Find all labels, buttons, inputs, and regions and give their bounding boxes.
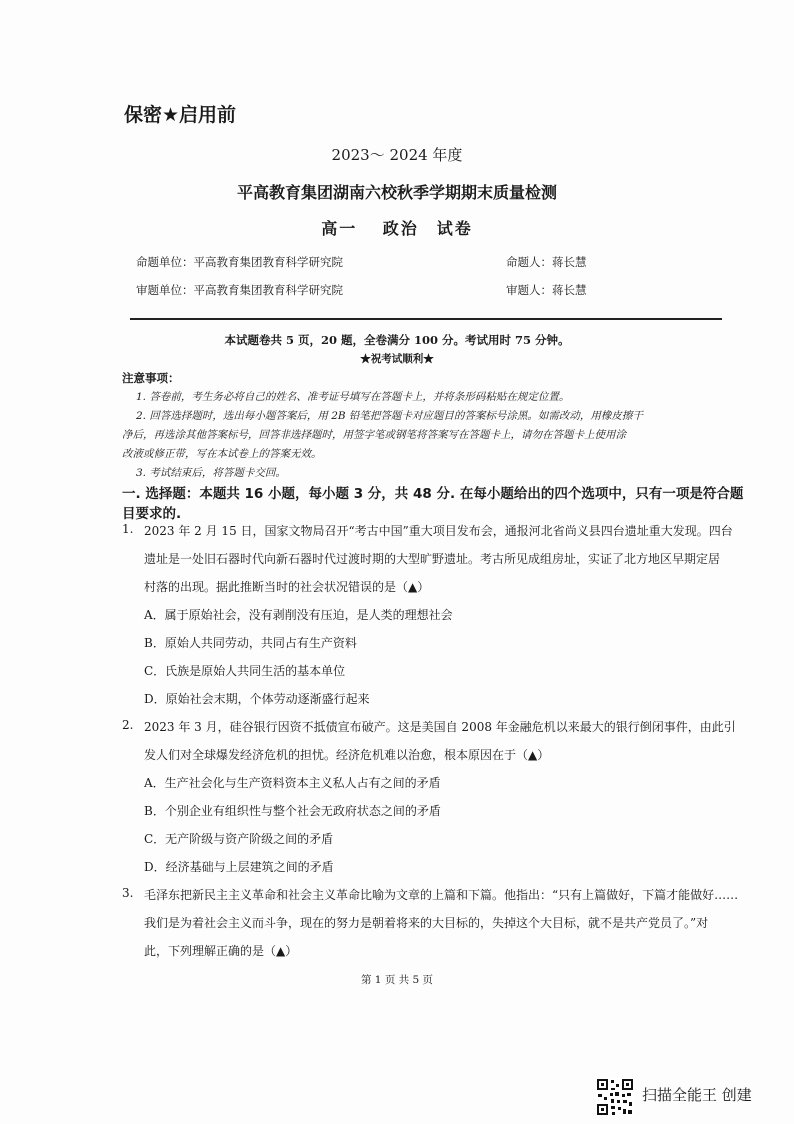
option-d: D．经济基础与上层建筑之间的矛盾 bbox=[144, 860, 334, 874]
notice-item: 1. 答卷前，考生务必将自己的姓名、准考证号填写在答题卡上，并将条形码粘贴在规定位置。 bbox=[136, 391, 570, 403]
notice-item: 3. 考试结束后，将答题卡交回。 bbox=[136, 467, 286, 479]
header-divider bbox=[130, 318, 722, 320]
qr-code-icon bbox=[596, 1078, 634, 1116]
question-number: 3. bbox=[122, 886, 134, 900]
exam-subject: 高一 政治 试卷 bbox=[321, 219, 473, 238]
exam-summary: 本试题卷共 5 页，20 题，全卷满分 100 分。考试用时 75 分钟。 bbox=[224, 333, 570, 347]
notice-item: 改液或修正带，写在本试卷上的答案无效。 bbox=[122, 448, 322, 460]
author-name: 命题人：蒋长慧 bbox=[506, 255, 587, 269]
exam-title: 平高教育集团湖南六校秋季学期期末质量检测 bbox=[236, 183, 557, 202]
question-text: 此，下列理解正确的是（▲） bbox=[144, 944, 298, 958]
page-footer: 第 1 页 共 5 页 bbox=[360, 974, 434, 986]
option-b: B．原始人共同劳动，共同占有生产资料 bbox=[144, 636, 357, 650]
notice-item: 净后，再选涂其他答案标号，回答非选择题时，用签字笔或钢笔将答案写在答题卡上，请勿在答题卡上使用涂 bbox=[122, 429, 626, 441]
question-text: 遗址是一处旧石器时代向新石器时代过渡时期的大型旷野遗址。考古所见成组房址，实证了北方地区早期定居 bbox=[144, 552, 721, 566]
section-heading-cont: 目要求的. bbox=[122, 506, 182, 522]
option-a: A．属于原始社会，没有剥削没有压迫，是人类的理想社会 bbox=[144, 608, 453, 622]
option-c: C．氏族是原始人共同生活的基本单位 bbox=[144, 664, 346, 678]
question-number: 2. bbox=[122, 718, 134, 732]
notice-title: 注意事项： bbox=[122, 371, 180, 385]
question-number: 1. bbox=[122, 522, 134, 536]
author-unit: 命题单位：平高教育集团教育科学研究院 bbox=[136, 255, 343, 269]
scanner-watermark: 扫描全能王 创建 bbox=[642, 1086, 752, 1104]
exam-year: 2023～ 2024 年度 bbox=[331, 146, 463, 164]
option-d: D．原始社会末期，个体劳动逐渐盛行起来 bbox=[144, 692, 370, 706]
reviewer-unit: 审题单位：平高教育集团教育科学研究院 bbox=[136, 283, 343, 297]
option-a: A．生产社会化与生产资料资本主义私人占有之间的矛盾 bbox=[144, 776, 441, 790]
notice-item: 2. 回答选择题时，选出每小题答案后，用 2B 铅笔把答题卡对应题目的答案标号涂黑。如需改动，用橡皮擦干 bbox=[136, 410, 643, 422]
confidential-label: 保密★启用前 bbox=[124, 104, 237, 126]
option-c: C．无产阶级与资产阶级之间的矛盾 bbox=[144, 832, 334, 846]
option-b: B．个别企业有组织性与整个社会无政府状态之间的矛盾 bbox=[144, 804, 441, 818]
reviewer-name: 审题人：蒋长慧 bbox=[506, 283, 587, 297]
question-text: 我们是为着社会主义而斗争，现在的努力是朝着将来的大目标的，失掉这个大目标，就不是共产党员了。”对 bbox=[144, 916, 709, 930]
question-text: 村落的出现。据此推断当时的社会状况错误的是（▲） bbox=[144, 580, 430, 594]
section-heading: 一. 选择题：本题共 16 小题，每小题 3 分，共 48 分. 在每小题给出的四个选项中，只有一项是符合题 bbox=[122, 486, 744, 502]
question-text: 发人们对全球爆发经济危机的担忧。经济危机难以治愈，根本原因在于（▲） bbox=[144, 748, 550, 762]
question-text: 毛泽东把新民主主义革命和社会主义革命比喻为文章的上篇和下篇。他指出：“只有上篇做好，下篇才能做好…… bbox=[144, 888, 739, 902]
exam-wish: ★祝考试顺利★ bbox=[360, 353, 434, 365]
question-text: 2023 年 3 月，硅谷银行因资不抵债宣布破产。这是美国自 2008 年金融危机以来最大的银行倒闭事件，由此引 bbox=[144, 720, 736, 734]
question-text: 2023 年 2 月 15 日，国家文物局召开“考古中国”重大项目发布会，通报河北省尚义县四台遗址重大发现。四台 bbox=[144, 524, 733, 538]
